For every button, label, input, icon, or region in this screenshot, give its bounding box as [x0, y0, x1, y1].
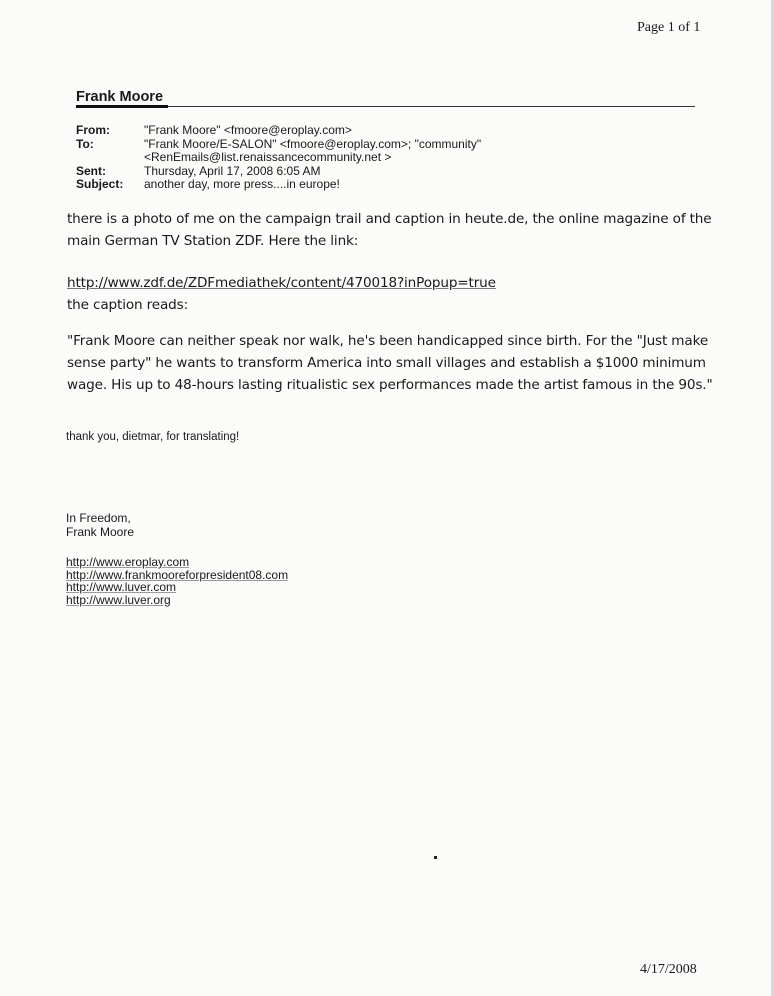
header-label: To:: [76, 136, 94, 151]
page-number: Page 1 of 1: [637, 20, 701, 35]
signature-link[interactable]: http://www.eroplay.com: [66, 555, 190, 569]
caption-intro: the caption reads:: [67, 297, 188, 313]
scan-speck: [434, 856, 437, 859]
signature-link[interactable]: http://www.luver.com: [66, 580, 177, 594]
header-label: Subject:: [76, 177, 124, 192]
footer-date: 4/17/2008: [640, 962, 697, 977]
header-sent: [76, 165, 481, 179]
signature-link[interactable]: http://www.luver.org: [66, 592, 171, 607]
header-value: <RenEmails@list.renaissancecommunity.net >: [144, 150, 392, 165]
signature: [66, 511, 134, 539]
header-to: [76, 138, 481, 152]
body-intro: there is a photo of me on the campaign trail and caption in heute.de, the online magazine of the main German TV Station ZDF. Here the link:: [67, 211, 712, 249]
header-label: From:: [76, 123, 110, 137]
thanks-note: thank you, dietmar, for translating!: [66, 431, 240, 443]
header-to-continued: [76, 151, 481, 165]
header-rule-accent: [76, 105, 168, 108]
caption-quote: "Frank Moore can neither speak nor walk, he's been handicapped since birth. For the "Just make sense party" he wants to transform America into small villages and establish a $1000 minimum wage. His up to 48-hours lasting ritualistic sex performances made the artist famous in the 90s.": [67, 333, 713, 393]
sender-title: Frank Moore: [76, 89, 164, 105]
signature-link[interactable]: http://www.frankmooreforpresident08.com: [66, 567, 289, 582]
zdf-link-anchor[interactable]: http://www.zdf.de/ZDFmediathek/content/470018?inPopup=true: [67, 275, 496, 291]
header-label: Sent:: [76, 163, 106, 178]
signature-closing: In Freedom,: [66, 511, 131, 525]
header-subject: [76, 178, 481, 192]
header-value: "Frank Moore" <fmoore@eroplay.com>: [144, 123, 352, 137]
header-rule: [76, 106, 695, 107]
email-headers: [76, 124, 481, 192]
signature-name: Frank Moore: [66, 525, 135, 539]
header-value: "Frank Moore/E-SALON" <fmoore@eroplay.com>; "community": [144, 136, 482, 151]
signature-links: [66, 556, 288, 606]
header-from: [76, 124, 481, 138]
header-value: Thursday, April 17, 2008 6:05 AM: [144, 163, 321, 178]
zdf-link: [67, 272, 496, 294]
header-value: another day, more press....in europe!: [144, 177, 340, 192]
header-label: [76, 151, 144, 165]
